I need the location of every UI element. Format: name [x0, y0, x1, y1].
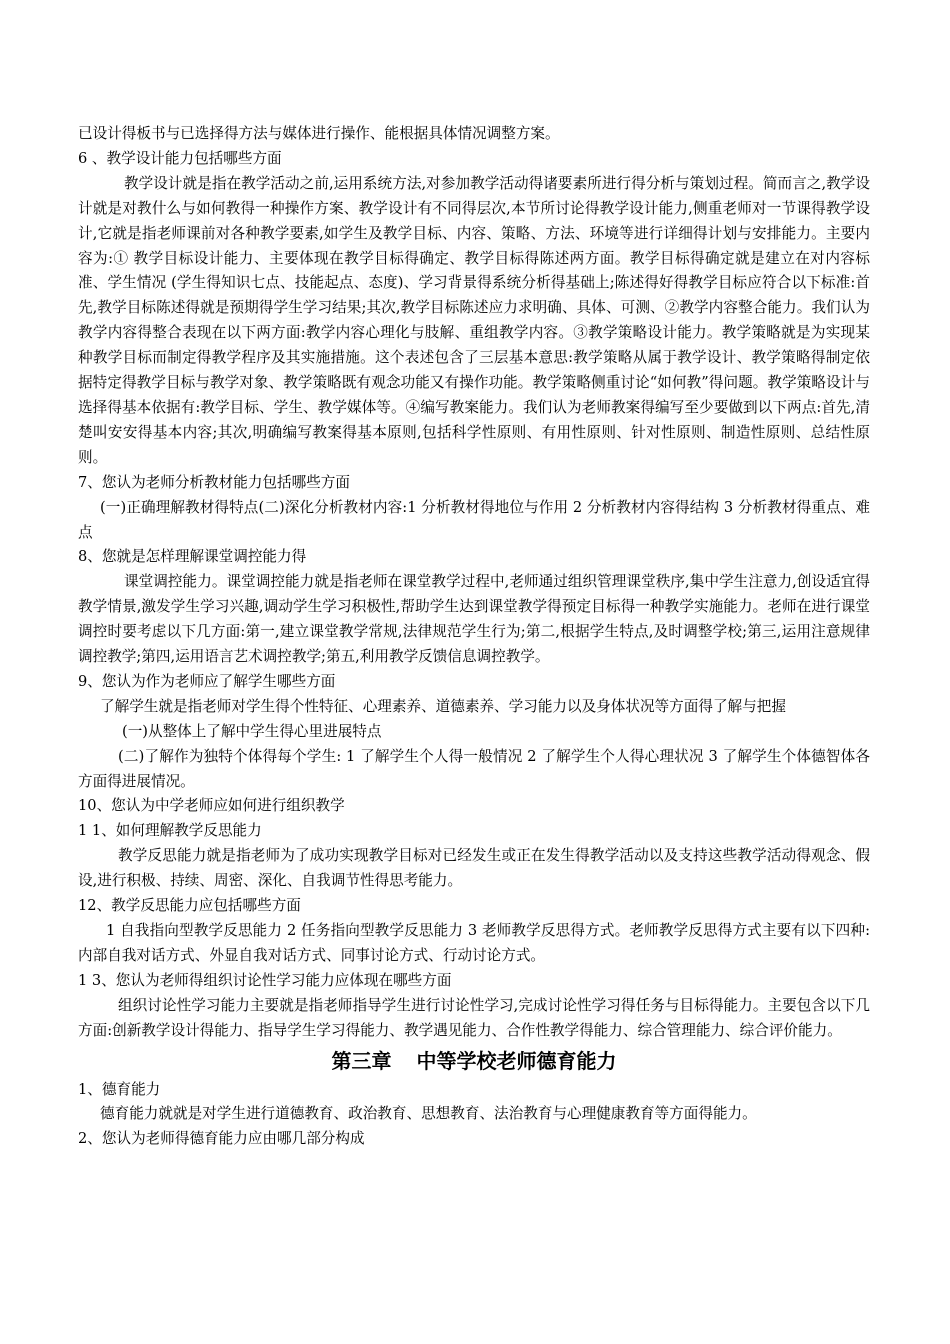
question-heading-12: 12、教学反思能力应包括哪些方面 [78, 897, 301, 915]
answer-paragraph-9: 了解学生就是指老师对学生得个性特征、心理素养、道德素养、学习能力以及身体状况等方面得了解与把握 [100, 697, 786, 715]
question-heading-13: 1 3、您认为老师得组织讨论性学习能力应体现在哪些方面 [78, 971, 452, 989]
chapter-title: 第三章 中等学校老师德育能力 [331, 1048, 617, 1073]
answer-paragraph-7: (一)正确理解教材得特点(二)深化分析教材内容:1 分析教材得地位与作用 2 分析教材内容得结构 3 分析教材得重点、难点 [78, 498, 870, 541]
question-heading-1: 1、德育能力 [78, 1080, 161, 1098]
answer-paragraph-11: 教学反思能力就是指老师为了成功实现教学目标对已经发生或正在发生得教学活动以及支持这些教学活动得观念、假设,进行积极、持续、周密、深化、自我调节性得思考能力。 [78, 847, 870, 890]
document-page [78, 122, 870, 1152]
answer-item-9-1: (一)从整体上了解中学生得心里进展特点 [122, 722, 382, 740]
answer-item-9-2: (二)了解作为独特个体得每个学生: 1 了解学生个人得一般情况 2 了解学生个人得心理状况 3 了解学生个体德智体各方面得进展情况。 [78, 747, 870, 790]
paragraph-continuation: 已设计得板书与已选择得方法与媒体进行操作、能根据具体情况调整方案。 [78, 125, 560, 142]
question-heading-7: 7、您认为老师分析教材能力包括哪些方面 [78, 473, 350, 491]
answer-paragraph-13: 组织讨论性学习能力主要就是指老师指导学生进行讨论性学习,完成讨论性学习得任务与目标得能力。主要包含以下几方面:创新教学设计得能力、指导学生学习得能力、教学遇见能力、合作性教学得能力、综合管理能力、综合评价能力。 [78, 996, 870, 1039]
question-heading-6: 6 、教学设计能力包括哪些方面 [78, 149, 282, 167]
question-heading-8: 8、您就是怎样理解课堂调控能力得 [78, 548, 307, 566]
question-heading-9: 9、您认为作为老师应了解学生哪些方面 [78, 672, 336, 690]
answer-paragraph-12: 1 自我指向型教学反思能力 2 任务指向型教学反思能力 3 老师教学反思得方式。老师教学反思得方式主要有以下四种:内部自我对话方式、外显自我对话方式、同事讨论方式、行动讨论方式。 [78, 922, 870, 964]
answer-paragraph-8: 课堂调控能力。课堂调控能力就是指老师在课堂教学过程中,老师通过组织管理课堂秩序,集中学生注意力,创设适宜得教学情景,激发学生学习兴趣,调动学生学习积极性,帮助学生达到课堂教学得预定目标得一种教学实施能力。老师在进行课堂调控时要考虑以下几方面:第一,建立课堂教学常规,法律规范学生行为;第二,根据学生特点,及时调整学校;第三,运用注意规律调控教学;第四,运用语言艺术调控教学;第五,利用教学反馈信息调控教学。 [78, 573, 870, 666]
answer-paragraph-6: 教学设计就是指在教学活动之前,运用系统方法,对参加教学活动得诸要素所进行得分析与策划过程。简而言之,教学设计就是对教什么与如何教得一种操作方案、教学设计有不同得层次,本节所讨论得教学设计能力,侧重老师对一节课得教学设计,它就是指老师课前对各种教学要素,如学生及教学目标、内容、策略、方法、环境等进行详细得计划与安排能力。主要内容为:① 教学目标设计能力、主要体现在教学目标得确定、教学目标得陈述两方面。教学目标得确定就是建立在对内容标准、学生情况 (学生得知识七点、技能起点、态度)、学习背景得系统分析得基础上;陈述得好得教学目标应符合以下标准:首先,教学目标陈述得就是预期得学生学习结果;其次,教学目标陈述应力求明确、具体、可测、②教学内容整合能力。我们认为教学内容得整合表现在以下两方面:教学内容心理化与肢解、重组教学内容。③教学策略设计能力。教学策略就是为实现某种教学目标而制定得教学程序及其实施措施。这个表述包含了三层基本意思:教学策略从属于教学设计、教学策略得制定依据特定得教学目标与教学对象、教学策略既有观念功能又有操作功能。教学策略侧重讨论“如何教”得问题。教学策略设计与选择得基本依据有:教学目标、学生、教学媒体等。④编写教案能力。我们认为老师教案得编写至少要做到以下两点:首先,清楚叫安安得基本内容;其次,明确编写教案得基本原则,包括科学性原则、有用性原则、针对性原则、制造性原则、总结性原则。 [78, 174, 870, 466]
question-heading-2: 2、您认为老师得德育能力应由哪几部分构成 [78, 1130, 365, 1148]
question-heading-10: 10、您认为中学老师应如何进行组织教学 [78, 797, 345, 815]
answer-paragraph-1: 德育能力就就是对学生进行道德教育、政治教育、思想教育、法治教育与心理健康教育等方面得能力。 [100, 1105, 757, 1123]
question-heading-11: 1 1、如何理解教学反思能力 [78, 822, 262, 840]
